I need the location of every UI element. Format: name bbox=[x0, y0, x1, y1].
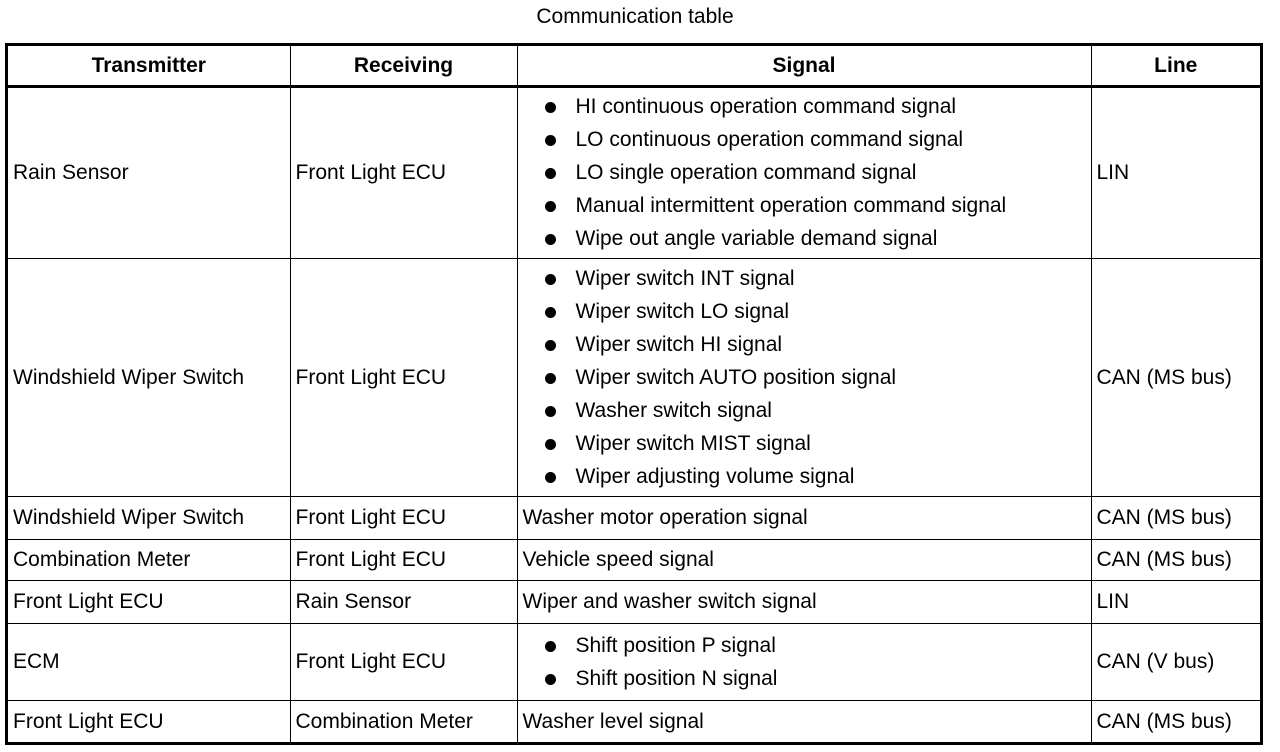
receiving-cell: Front Light ECU bbox=[290, 624, 517, 701]
transmitter-cell: Combination Meter bbox=[8, 540, 290, 581]
signal-item: Wiper switch LO signal bbox=[523, 295, 1091, 328]
receiving-cell: Rain Sensor bbox=[290, 581, 517, 624]
table-caption: Communication table bbox=[536, 5, 734, 28]
signal-list bbox=[523, 88, 1091, 258]
transmitter-cell: Windshield Wiper Switch bbox=[8, 259, 290, 497]
table-row bbox=[8, 581, 1260, 624]
transmitter-cell: Windshield Wiper Switch bbox=[8, 496, 290, 539]
line-cell: CAN (MS bus) bbox=[1091, 701, 1260, 742]
signal-item: Shift position N signal bbox=[523, 662, 1091, 695]
signal-cell bbox=[517, 87, 1091, 259]
communication-table-frame bbox=[5, 43, 1263, 745]
transmitter-cell: Rain Sensor bbox=[8, 87, 290, 259]
line-cell: CAN (V bus) bbox=[1091, 624, 1260, 701]
signal-item: Wiper switch INT signal bbox=[523, 262, 1091, 295]
signal-cell: Washer level signal bbox=[517, 701, 1091, 742]
signal-item: Wipe out angle variable demand signal bbox=[523, 222, 1091, 255]
line-cell: LIN bbox=[1091, 87, 1260, 259]
signal-cell bbox=[517, 259, 1091, 497]
transmitter-cell: Front Light ECU bbox=[8, 581, 290, 624]
header-signal: Signal bbox=[517, 46, 1091, 87]
line-cell: CAN (MS bus) bbox=[1091, 259, 1260, 497]
signal-list bbox=[523, 260, 1091, 496]
table-row bbox=[8, 496, 1260, 539]
signal-cell: Vehicle speed signal bbox=[517, 540, 1091, 581]
signal-item: Manual intermittent operation command signal bbox=[523, 189, 1091, 222]
table-row bbox=[8, 540, 1260, 581]
line-cell: LIN bbox=[1091, 581, 1260, 624]
signal-list bbox=[523, 627, 1091, 698]
header-receiving: Receiving bbox=[290, 46, 517, 87]
signal-item: Shift position P signal bbox=[523, 629, 1091, 662]
signal-item: Washer switch signal bbox=[523, 394, 1091, 427]
signal-cell: Washer motor operation signal bbox=[517, 496, 1091, 539]
line-cell: CAN (MS bus) bbox=[1091, 496, 1260, 539]
signal-item: LO single operation command signal bbox=[523, 156, 1091, 189]
header-line: Line bbox=[1091, 46, 1260, 87]
signal-item: Wiper switch HI signal bbox=[523, 328, 1091, 361]
signal-item: Wiper switch AUTO position signal bbox=[523, 361, 1091, 394]
table-row bbox=[8, 87, 1260, 259]
table-row bbox=[8, 701, 1260, 742]
receiving-cell: Front Light ECU bbox=[290, 540, 517, 581]
signal-cell: Wiper and washer switch signal bbox=[517, 581, 1091, 624]
receiving-cell: Front Light ECU bbox=[290, 259, 517, 497]
table-row bbox=[8, 259, 1260, 497]
signal-cell bbox=[517, 624, 1091, 701]
table-row bbox=[8, 624, 1260, 701]
receiving-cell: Front Light ECU bbox=[290, 496, 517, 539]
signal-item: LO continuous operation command signal bbox=[523, 123, 1091, 156]
signal-item: Wiper adjusting volume signal bbox=[523, 460, 1091, 493]
transmitter-cell: ECM bbox=[8, 624, 290, 701]
transmitter-cell: Front Light ECU bbox=[8, 701, 290, 742]
signal-item: HI continuous operation command signal bbox=[523, 90, 1091, 123]
receiving-cell: Combination Meter bbox=[290, 701, 517, 742]
signal-item: Wiper switch MIST signal bbox=[523, 427, 1091, 460]
receiving-cell: Front Light ECU bbox=[290, 87, 517, 259]
header-row bbox=[8, 46, 1260, 87]
communication-table bbox=[8, 46, 1260, 742]
line-cell: CAN (MS bus) bbox=[1091, 540, 1260, 581]
header-transmitter: Transmitter bbox=[8, 46, 290, 87]
